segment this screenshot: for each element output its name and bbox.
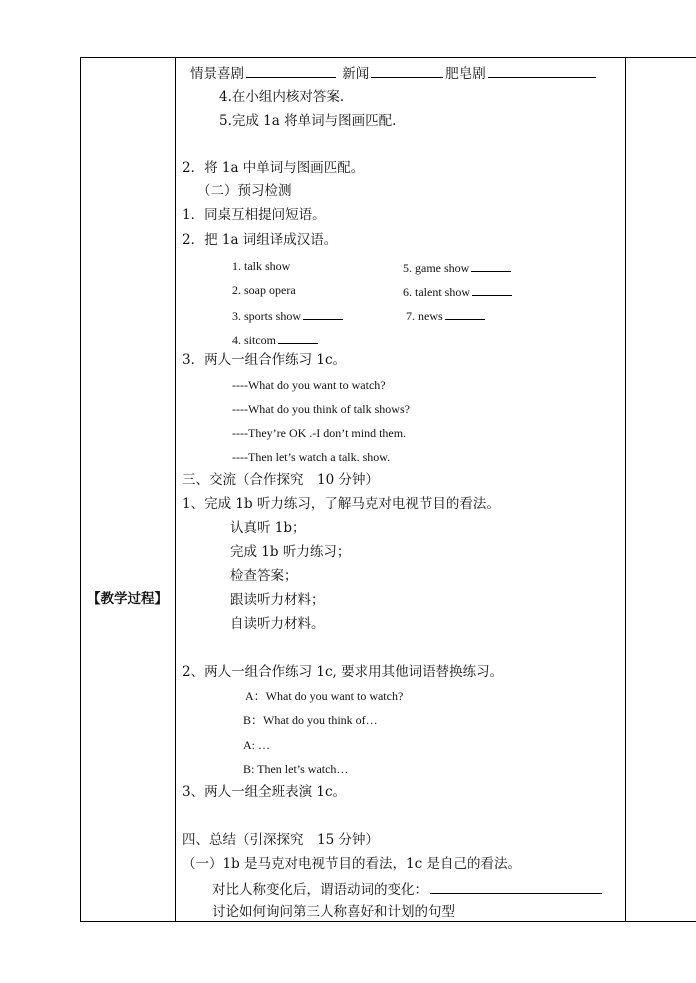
- task-substitution: 2、两人一组合作练习 1c, 要求用其他词语替换练习。: [182, 664, 504, 680]
- dialog-line: B：What do you think of…: [243, 713, 378, 727]
- verb-change-blank: [430, 882, 602, 894]
- discussion-line: 讨论如何询问第三人称喜好和计划的句型: [212, 904, 455, 920]
- answer-blank: [303, 308, 343, 320]
- listening-step: 检查答案；: [230, 568, 298, 584]
- news-blank: [371, 66, 443, 78]
- task-pair-practice: 3．两人一组合作练习 1c。: [182, 352, 347, 368]
- task-match-words: 2．将 1a 中单词与图画匹配。: [182, 160, 365, 176]
- answer-blank: [471, 260, 511, 272]
- dialog-line: A：What do you want to watch?: [245, 689, 404, 703]
- table-divider-label: [175, 57, 176, 922]
- dialog-line: ----They’re OK .-I don’t mind them.: [232, 426, 407, 440]
- vocab-item: 5. game show: [403, 260, 513, 274]
- vocab-item: 7. news: [406, 308, 487, 322]
- listening-step: 跟读听力材料；: [230, 592, 325, 608]
- section-label: 【教学过程】: [87, 591, 168, 607]
- table-border-left: [80, 57, 81, 922]
- listening-step: 自读听力材料。: [230, 616, 325, 632]
- answer-blank: [472, 284, 512, 296]
- dialog-line: ----Then let’s watch a talk. show.: [232, 450, 391, 464]
- vocab-item: 3. sports show: [232, 308, 345, 322]
- task-ask-phrases: 1．同桌互相提问短语。: [182, 207, 326, 223]
- summary-heading: 四、总结（引深探究 15 分钟）: [182, 832, 379, 848]
- vocab-item: 1. talk show: [232, 259, 291, 273]
- vocab-item: 4. sitcom: [232, 332, 320, 346]
- listening-step: 完成 1b 听力练习；: [230, 544, 351, 560]
- answer-blank: [445, 308, 485, 320]
- media-type-line: [190, 66, 598, 82]
- vocab-item: 6. talent show: [403, 284, 514, 298]
- task-translate: 2．把 1a 词组译成汉语。: [182, 232, 338, 248]
- news-label: 新闻: [342, 66, 370, 82]
- step-match-words: 5.完成 1a 将单词与图画匹配.: [219, 113, 397, 129]
- table-divider-right: [625, 57, 626, 922]
- table-border-top: [80, 57, 696, 58]
- dialog-line: ----What do you want to watch?: [232, 378, 386, 392]
- soap-opera-label: 肥皂剧: [445, 66, 486, 82]
- dialog-line: B: Then let’s watch…: [243, 762, 349, 776]
- soap-opera-blank: [488, 66, 596, 78]
- exchange-heading: 三、交流（合作探究 10 分钟）: [182, 472, 379, 488]
- dialog-line: A: …: [243, 738, 270, 752]
- step-check-answers: 4.在小组内核对答案.: [219, 89, 345, 105]
- sitcom-blank: [246, 66, 336, 78]
- summary-point-one: （一）1b 是马克对电视节目的看法，1c 是自己的看法。: [182, 856, 521, 872]
- dialog-line: ----What do you think of talk shows?: [232, 402, 410, 416]
- vocab-item: 2. soap opera: [232, 283, 296, 297]
- answer-blank: [278, 332, 318, 344]
- table-border-bottom: [80, 921, 696, 922]
- sitcom-label: 情景喜剧: [190, 66, 244, 82]
- task-listening: 1、完成 1b 听力练习，了解马克对电视节目的看法。: [182, 496, 500, 512]
- preview-test-heading: （二）预习检测: [197, 183, 292, 199]
- verb-change-line: 对比人称变化后，谓语动词的变化：: [212, 882, 604, 898]
- task-perform: 3、两人一组全班表演 1c。: [182, 784, 347, 800]
- listening-step: 认真听 1b；: [230, 520, 306, 536]
